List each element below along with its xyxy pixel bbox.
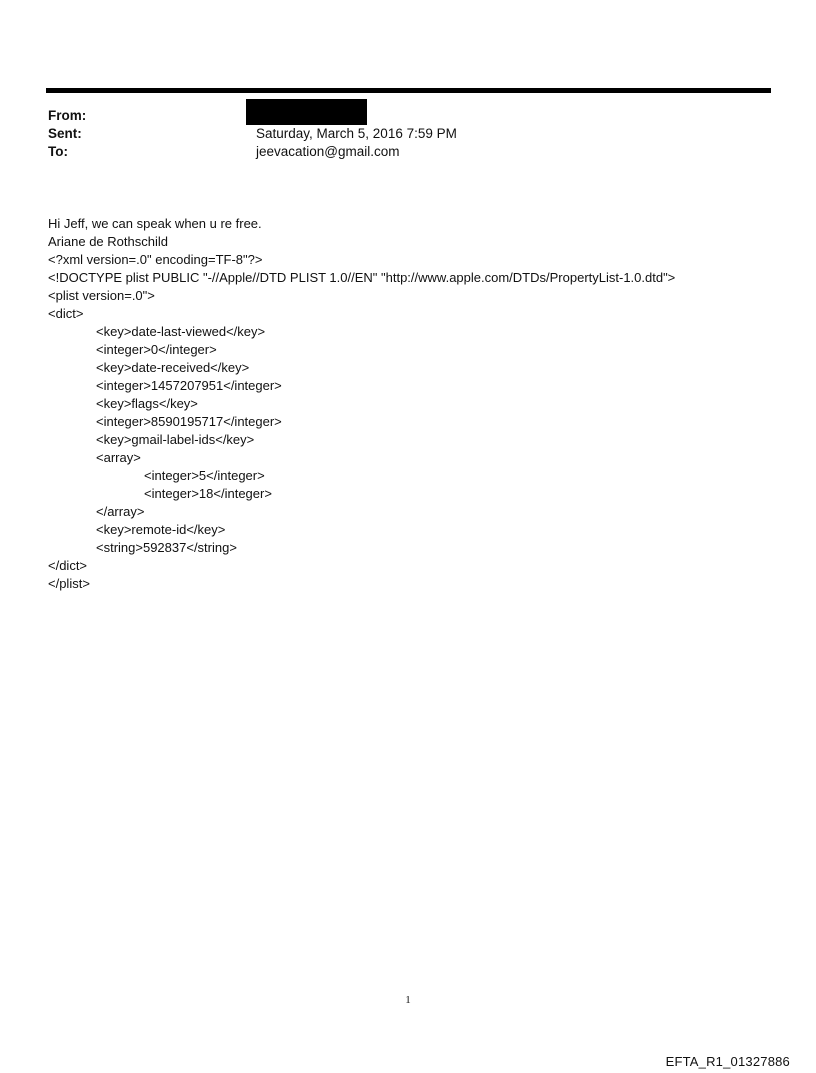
- bates-number: EFTA_R1_01327886: [665, 1054, 790, 1069]
- body-line: <key>remote-id</key>: [96, 522, 226, 537]
- body-line: <!DOCTYPE plist PUBLIC "-//Apple//DTD PLIST 1.0//EN" "http://www.apple.com/DTDs/PropertyList-1.0.dtd">: [48, 270, 676, 285]
- body-line: <integer>0</integer>: [96, 342, 217, 357]
- header-rule: [46, 88, 771, 93]
- signature-line: Ariane de Rothschild: [48, 234, 168, 249]
- to-row: [48, 143, 748, 161]
- body-line: <dict>: [48, 306, 84, 321]
- redaction-box: [246, 99, 367, 125]
- body-line: <array>: [96, 450, 141, 465]
- from-label: From:: [48, 108, 87, 123]
- body-line: <string>592837</string>: [96, 540, 237, 555]
- page-number: 1: [405, 994, 411, 1006]
- from-row: [48, 107, 748, 125]
- body-line: <key>date-last-viewed</key>: [96, 324, 266, 339]
- body-line: <?xml version=.0" encoding=TF-8"?>: [48, 252, 263, 267]
- body-line: </dict>: [48, 558, 88, 573]
- body-line: <integer>5</integer>: [144, 468, 265, 483]
- body-line: Hi Jeff, we can speak when u re free.: [48, 216, 262, 231]
- sent-row: [48, 125, 748, 143]
- body-line: <integer>8590195717</integer>: [96, 414, 282, 429]
- sent-value: Saturday, March 5, 2016 7:59 PM: [256, 126, 457, 141]
- body-line: </array>: [96, 504, 145, 519]
- to-value[interactable]: jeevacation@gmail.com: [256, 144, 400, 159]
- to-label: To:: [48, 144, 68, 159]
- message-body: [48, 215, 788, 593]
- body-line: <integer>18</integer>: [144, 486, 272, 501]
- body-line: </plist>: [48, 576, 90, 591]
- body-line: <key>date-received</key>: [96, 360, 250, 375]
- body-line: <key>flags</key>: [96, 396, 198, 411]
- sent-label: Sent:: [48, 126, 82, 141]
- body-line: <plist version=.0">: [48, 288, 155, 303]
- body-line: <key>gmail-label-ids</key>: [96, 432, 255, 447]
- body-line: <integer>1457207951</integer>: [96, 378, 282, 393]
